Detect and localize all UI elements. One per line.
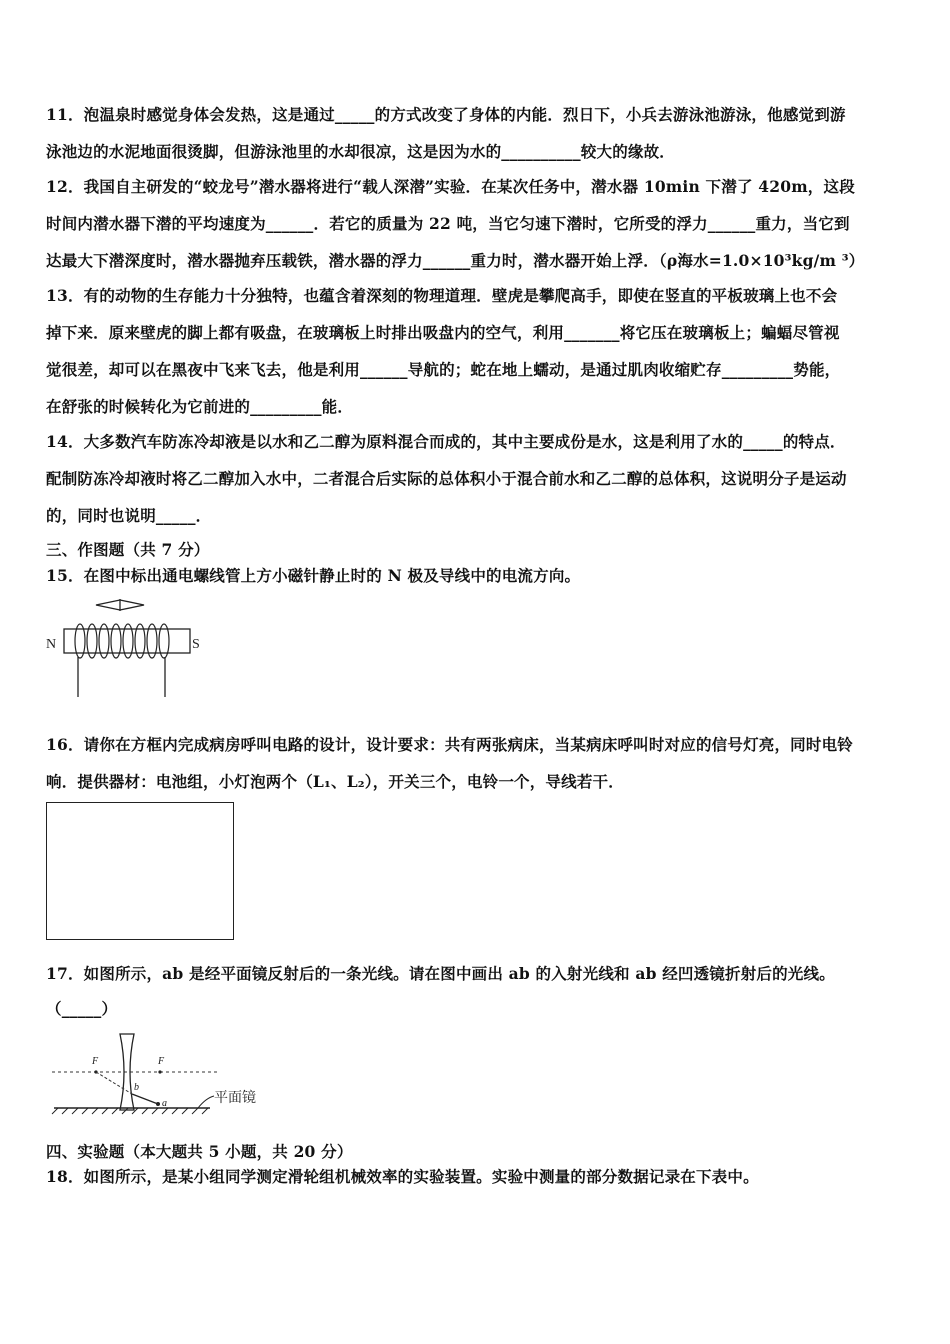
ray-dashed xyxy=(96,1072,132,1094)
mirror-label: 平面镜 xyxy=(214,1091,256,1106)
mirror-leader xyxy=(198,1096,214,1108)
q17-line2: （_____） xyxy=(46,999,118,1018)
q12-line3: 达最大下潜深度时，潜水器抛弃压载铁，潜水器的浮力______重力时，潜水器开始上浮．（ρ海水=1.0×10³kg/m ³） xyxy=(46,251,865,270)
q11-line1: 11．泡温泉时感觉身体会发热，这是通过_____的方式改变了身体的内能．烈日下，小兵去游泳池游泳，他感觉到游 xyxy=(46,105,846,124)
q16-line2: 响．提供器材：电池组，小灯泡两个（L₁、L₂），开关三个，电铃一个，导线若干． xyxy=(46,772,624,791)
q11-line2: 泳池边的水泥地面很烫脚，但游泳池里的水却很凉，这是因为水的__________较大的缘故． xyxy=(46,142,676,161)
q12-line1: 12．我国自主研发的“蛟龙号”潜水器将进行“载人深潜”实验．在某次任务中，潜水器 10min 下潜了 420m，这段 xyxy=(46,177,855,196)
focal-point-right xyxy=(158,1070,161,1073)
focal-label-left: F xyxy=(92,1056,99,1067)
mirror-hatching xyxy=(52,1108,208,1114)
q13-line2: 掉下来．原来壁虎的脚上都有吸盘，在玻璃板上时排出吸盘内的空气，利用_______将它压在玻璃板上；蝙蝠尽管视 xyxy=(46,323,840,342)
q13-line1: 13．有的动物的生存能力十分独特，也蕴含着深刻的物理道理．壁虎是攀爬高手，即使在竖直的平板玻璃上也不会 xyxy=(46,286,838,305)
q14-line2: 配制防冻冷却液时将乙二醇加入水中，二者混合后实际的总体积小于混合前水和乙二醇的总体积，这说明分子是运动 xyxy=(46,469,847,488)
label-a: a xyxy=(162,1098,167,1109)
focal-label-right: F xyxy=(158,1056,165,1067)
lens-mirror-figure xyxy=(48,1030,278,1116)
solenoid-label-n: N xyxy=(46,637,57,652)
q18-text: 18．如图所示，是某小组同学测定滑轮组机械效率的实验装置。实验中测量的部分数据记录在下表中。 xyxy=(46,1167,759,1186)
q13-line3: 觉很差，却可以在黑夜中飞来飞去，他是利用______导航的；蛇在地上蠕动，是通过肌肉收缩贮存_________势能， xyxy=(46,360,841,379)
solenoid-core xyxy=(64,629,190,653)
q12-line2: 时间内潜水器下潜的平均速度为______．若它的质量为 22 吨，当它匀速下潜时，它所受的浮力______重力，当它到 xyxy=(46,214,850,233)
q17-line1: 17．如图所示，ab 是经平面镜反射后的一条光线。请在图中画出 ab 的入射光线和 ab 经凹透镜折射后的光线。 xyxy=(46,964,835,983)
q14-line3: 的，同时也说明_____． xyxy=(46,506,212,525)
q14-line1: 14．大多数汽车防冻冷却液是以水和乙二醇为原料混合而成的，其中主要成份是水，这是利用了水的_____的特点． xyxy=(46,432,846,451)
q16-line1: 16．请你在方框内完成病房呼叫电路的设计，设计要求：共有两张病床，当某病床呼叫时对应的信号灯亮，同时电铃 xyxy=(46,735,853,754)
circuit-design-box[interactable] xyxy=(46,802,234,940)
compass-needle-icon xyxy=(96,599,144,611)
q13-line4: 在舒张的时候转化为它前进的_________能． xyxy=(46,397,354,416)
ray-ab xyxy=(132,1094,158,1104)
section4-heading: 四、实验题（本大题共 5 小题，共 20 分） xyxy=(46,1142,353,1161)
q15-text: 15．在图中标出通电螺线管上方小磁针静止时的 N 极及导线中的电流方向。 xyxy=(46,566,581,585)
section3-heading: 三、作图题（共 7 分） xyxy=(46,540,210,559)
point-a xyxy=(156,1102,160,1106)
solenoid-label-s: S xyxy=(192,637,200,652)
label-b: b xyxy=(134,1082,139,1093)
solenoid-figure xyxy=(44,593,204,701)
